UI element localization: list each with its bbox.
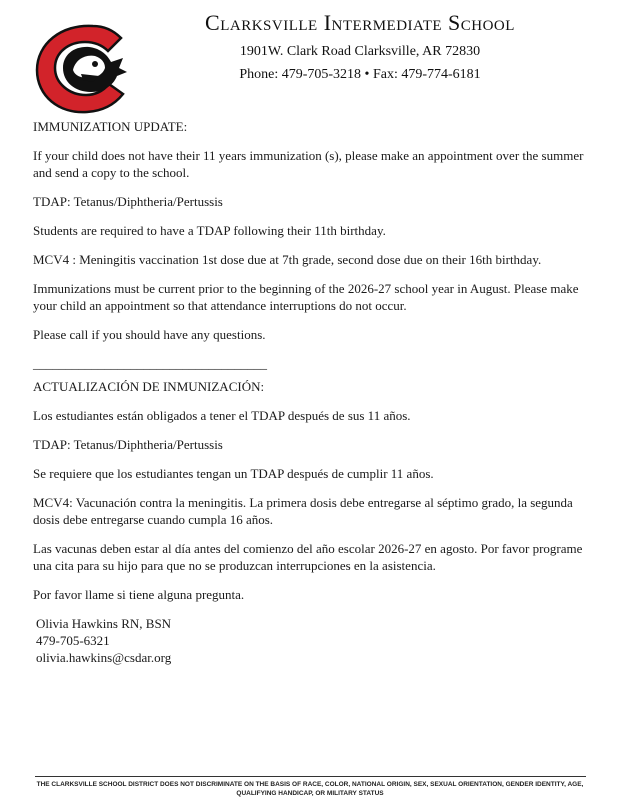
english-paragraph-6: Please call if you should have any questions. — [33, 327, 266, 342]
school-name: Clarksville Intermediate School — [205, 10, 515, 35]
school-phone-fax: Phone: 479-705-3218 • Fax: 479-774-6181 — [239, 67, 481, 82]
signature-email: olivia.hawkins@csdar.org — [36, 650, 172, 665]
english-paragraph-3: Students are required to have a TDAP following their 11th birthday. — [33, 223, 386, 238]
footer-rule — [35, 776, 586, 777]
english-heading: IMMUNIZATION UPDATE: — [33, 119, 188, 134]
spanish-paragraph-6: Por favor llame si tiene alguna pregunta. — [33, 587, 245, 602]
nondiscrimination-footer — [20, 780, 600, 798]
signature-name: Olivia Hawkins RN, BSN — [36, 616, 172, 631]
footer-line-2: QUALIFYING HANDICAP, OR MILITARY STATUS — [236, 790, 384, 797]
spanish-heading: ACTUALIZACIÓN DE INMUNIZACIÓN: — [33, 379, 265, 394]
english-paragraph-2: TDAP: Tetanus/Diphtheria/Pertussis — [33, 194, 223, 209]
spanish-paragraph-4: MCV4: Vacunación contra la meningitis. La primera dosis debe entregarse al séptimo grado, la segunda dosis debe entregarse cuando cumpla 16 años. — [33, 495, 573, 527]
signature-block — [36, 615, 585, 666]
letter-body — [33, 118, 585, 666]
school-address: 1901W. Clark Road Clarksville, AR 72830 — [239, 44, 481, 59]
spanish-paragraph-1: Los estudiantes están obligados a tener el TDAP después de sus 11 años. — [33, 408, 411, 423]
section-divider: ____________________________________ — [33, 356, 267, 371]
panther-logo-icon — [33, 18, 133, 118]
spanish-paragraph-5: Las vacunas deben estar al día antes del comienzo del año escolar 2026-27 en agosto. Por favor programe una cita para su hijo para que no se produzcan interrupciones en la asistencia. — [33, 541, 583, 573]
english-paragraph-5: Immunizations must be current prior to the beginning of the 2026-27 school year in August. Please make your child an appointment so that attendance interruptions do not occur. — [33, 281, 579, 313]
footer-line-1: THE CLARKSVILLE SCHOOL DISTRICT DOES NOT DISCRIMINATE ON THE BASIS OF RACE, COLOR, NATIONAL ORIGIN, SEX, SEXUAL ORIENTATION, GENDER IDENTITY, AGE, — [36, 781, 584, 788]
english-paragraph-4: MCV4 : Meningitis vaccination 1st dose due at 7th grade, second dose due on their 16th birthday. — [33, 252, 542, 267]
english-paragraph-1: If your child does not have their 11 years immunization (s), please make an appointment over the summer and send a copy to the school. — [33, 148, 584, 180]
spanish-paragraph-2: TDAP: Tetanus/Diphtheria/Pertussis — [33, 437, 223, 452]
signature-phone: 479-705-6321 — [36, 633, 110, 648]
spanish-paragraph-3: Se requiere que los estudiantes tengan un TDAP después de cumplir 11 años. — [33, 466, 434, 481]
